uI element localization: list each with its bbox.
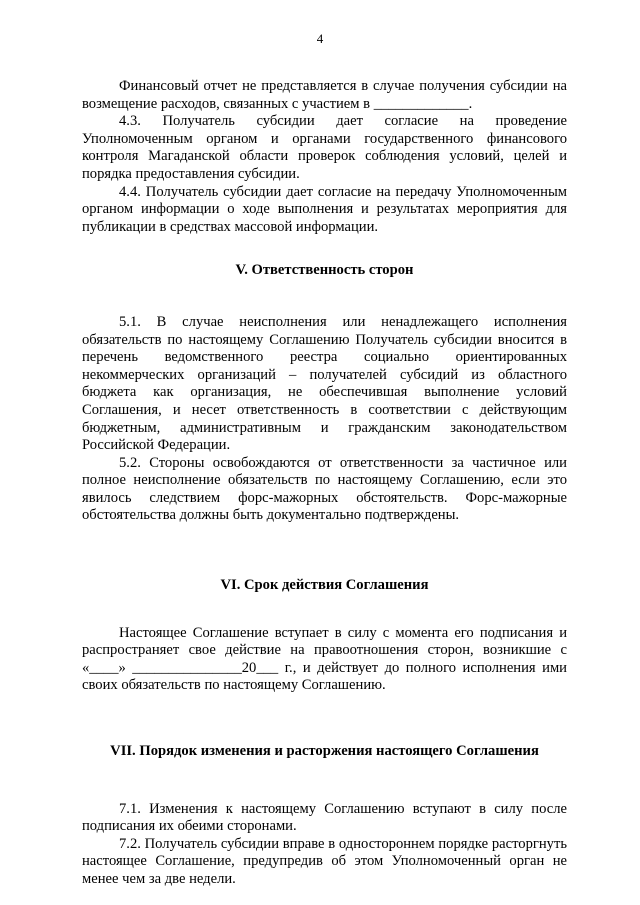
paragraph-6: Настоящее Соглашение вступает в силу с момента его подписания и распространяет свое действие на правоотношения сторон, возникшие с «____» _______________20___ г., и действует до полного исполнения ими своих обязательств по настоящему Соглашению. <box>82 624 567 694</box>
page-number: 4 <box>316 31 324 46</box>
paragraph-5-2: 5.2. Стороны освобождаются от ответственности за частичное или полное неисполнение обязательств по настоящему Соглашению, если это явилось следствием форс-мажорных обстоятельств. Форс-мажорные обстоятельства должны быть документально подтверждены. <box>82 454 567 524</box>
document-body <box>82 78 567 889</box>
section-heading-term: VI. Срок действия Соглашения <box>220 577 429 594</box>
paragraph-7-1: 7.1. Изменения к настоящему Соглашению вступают в силу после подписания их обеими сторонами. <box>82 800 567 835</box>
paragraph-7-2: 7.2. Получатель субсидии вправе в одностороннем порядке расторгнуть настоящее Соглашение, предупредив об этом Уполномоченный орган не менее чем за две недели. <box>82 835 567 887</box>
paragraph-4-3: 4.3. Получатель субсидии дает согласие на проведение Уполномоченным органом и органами государственного финансового контроля Магаданской области проверок соблюдения условий, целей и порядка предоставления субсидии. <box>82 113 567 182</box>
section-heading-responsibility: V. Ответственность сторон <box>235 262 414 279</box>
paragraph-financial-report: Финансовый отчет не представляется в случае получения субсидии на возмещение расходов, связанных с участием в _____________. <box>82 78 567 112</box>
paragraph-5-1: 5.1. В случае неисполнения или ненадлежащего исполнения обязательств по настоящему Соглашению Получатель субсидии вносится в перечень ведомственного реестра социально ориентированных некоммерческих организаций – получателей субсидий из областного бюджета как организация, не обеспечившая выполнение условий Соглашения, и несет ответственность в соответствии с действующим бюджетным, административным и гражданским законодательством Российской Федерации. <box>82 313 567 454</box>
paragraph-4-4: 4.4. Получатель субсидии дает согласие на передачу Уполномоченным органом информации о ходе выполнения и результатах мероприятия для публикации в средствах массовой информации. <box>82 183 567 235</box>
section-heading-amendment: VII. Порядок изменения и расторжения настоящего Соглашения <box>110 743 539 760</box>
